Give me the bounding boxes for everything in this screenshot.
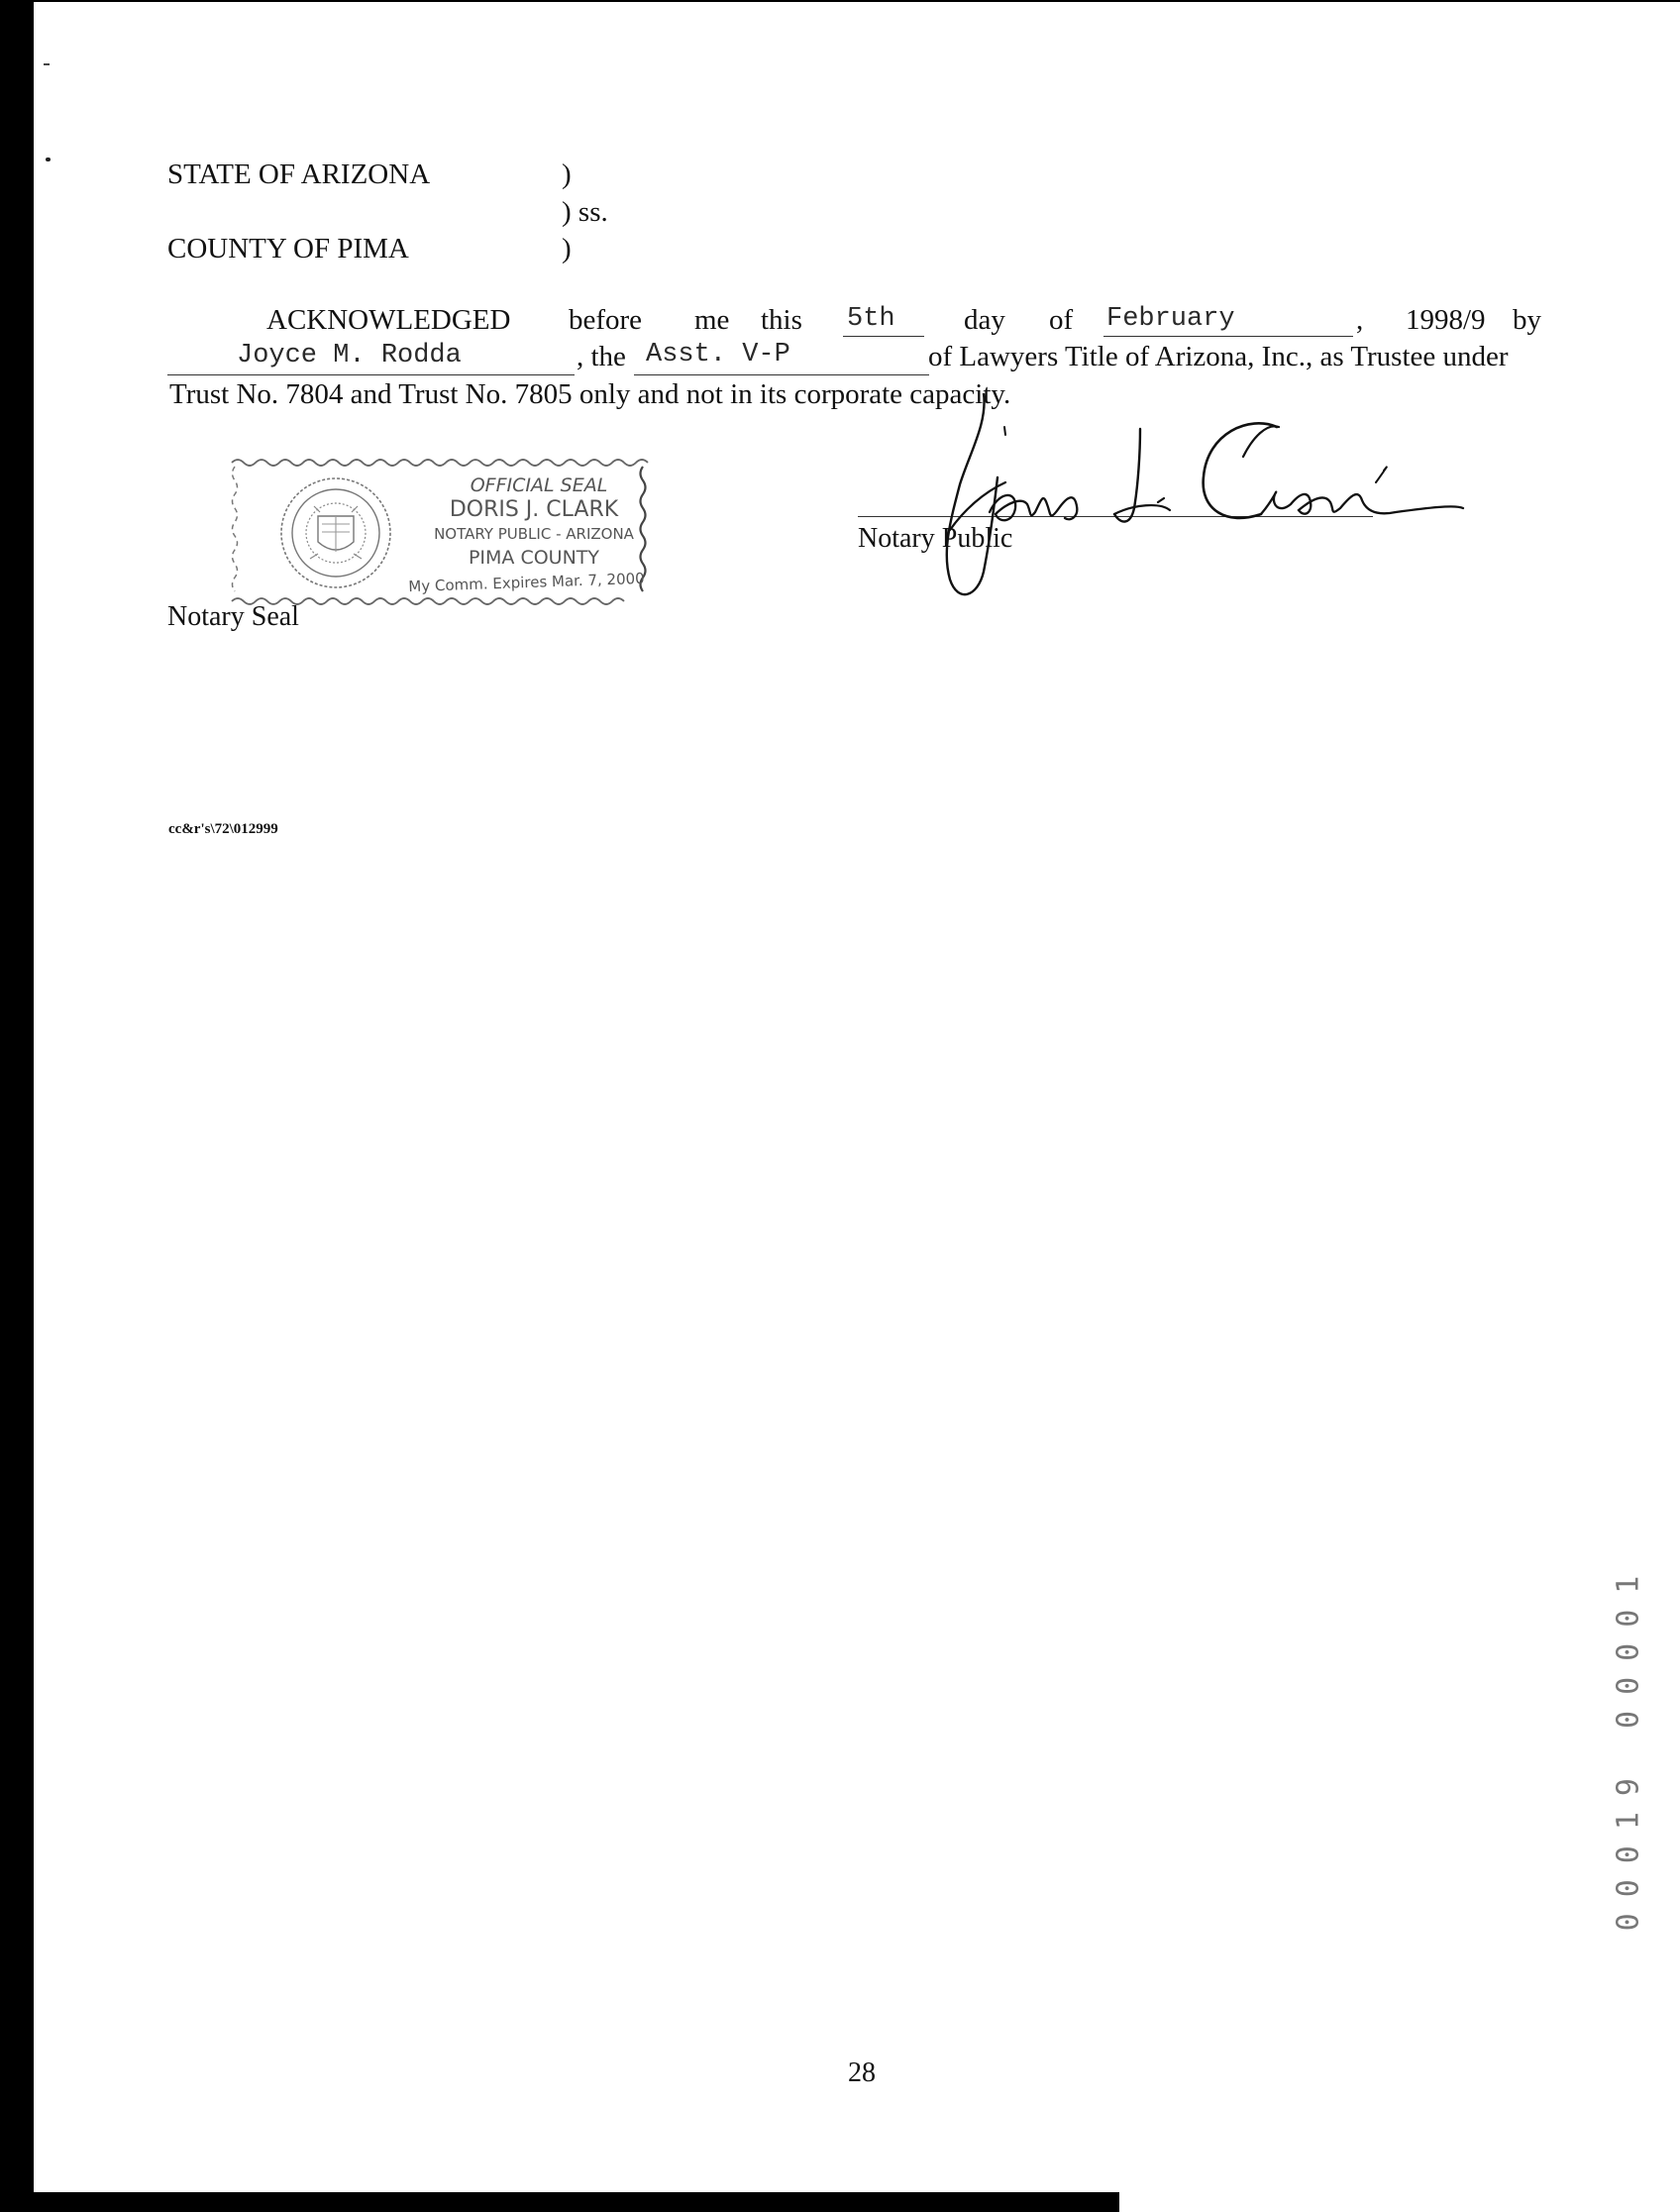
- year: 1998/9: [1406, 304, 1486, 336]
- scan-mark: [46, 158, 51, 161]
- handwritten-signature: [910, 393, 1465, 611]
- signer-title: Asst. V-P: [646, 340, 790, 369]
- scan-mark: [44, 63, 50, 65]
- notary-public-label: Notary Public: [858, 523, 1013, 554]
- trust-text: Trust No. 7804 and Trust No. 7805 only and not in its corporate capacity.: [169, 378, 1011, 410]
- word-me: me: [694, 304, 730, 336]
- word-of: of: [1049, 304, 1074, 336]
- word-the: , the: [577, 341, 626, 372]
- file-path: cc&r's\72\012999: [168, 821, 278, 837]
- scan-border-notch: [1119, 2192, 1680, 2212]
- day-value: 5th: [847, 304, 895, 334]
- seal-line-county: PIMA COUNTY: [468, 547, 600, 569]
- seal-line-official: OFFICIAL SEAL: [470, 474, 608, 496]
- signer-name: Joyce M. Rodda: [237, 341, 462, 370]
- side-stamp-text: 00019 00001: [1611, 1559, 1646, 1932]
- word-before: before: [569, 304, 643, 336]
- month-underline: [1103, 336, 1353, 337]
- venue-paren-bottom: ): [562, 233, 572, 264]
- company-text: of Lawyers Title of Arizona, Inc., as Trustee under: [928, 341, 1509, 372]
- seal-line-expires: My Comm. Expires Mar. 7, 2000: [408, 569, 645, 596]
- seal-line-notary: NOTARY PUBLIC - ARIZONA: [434, 525, 634, 543]
- venue-paren-top: ): [562, 158, 572, 190]
- venue-paren-ss: ) ss.: [562, 196, 608, 228]
- word-day: day: [964, 304, 1005, 336]
- venue-county: COUNTY OF PIMA: [167, 233, 409, 264]
- signer-title-underline: [634, 374, 929, 375]
- notary-seal-label: Notary Seal: [167, 601, 299, 632]
- venue-state: STATE OF ARIZONA: [167, 158, 431, 190]
- side-stamp-number: [1594, 1559, 1663, 1932]
- notary-seal-stamp: [227, 455, 653, 611]
- seal-line-name: DORIS J. CLARK: [449, 497, 619, 522]
- month-value: February: [1106, 304, 1235, 334]
- word-this: this: [761, 304, 802, 336]
- page-number: 28: [848, 2057, 876, 2088]
- day-underline: [843, 336, 924, 337]
- comma: ,: [1356, 304, 1364, 336]
- signer-name-underline: [167, 374, 575, 375]
- document-page: [34, 2, 1680, 2192]
- word-acknowledged: ACKNOWLEDGED: [266, 304, 511, 336]
- word-by: by: [1513, 304, 1541, 336]
